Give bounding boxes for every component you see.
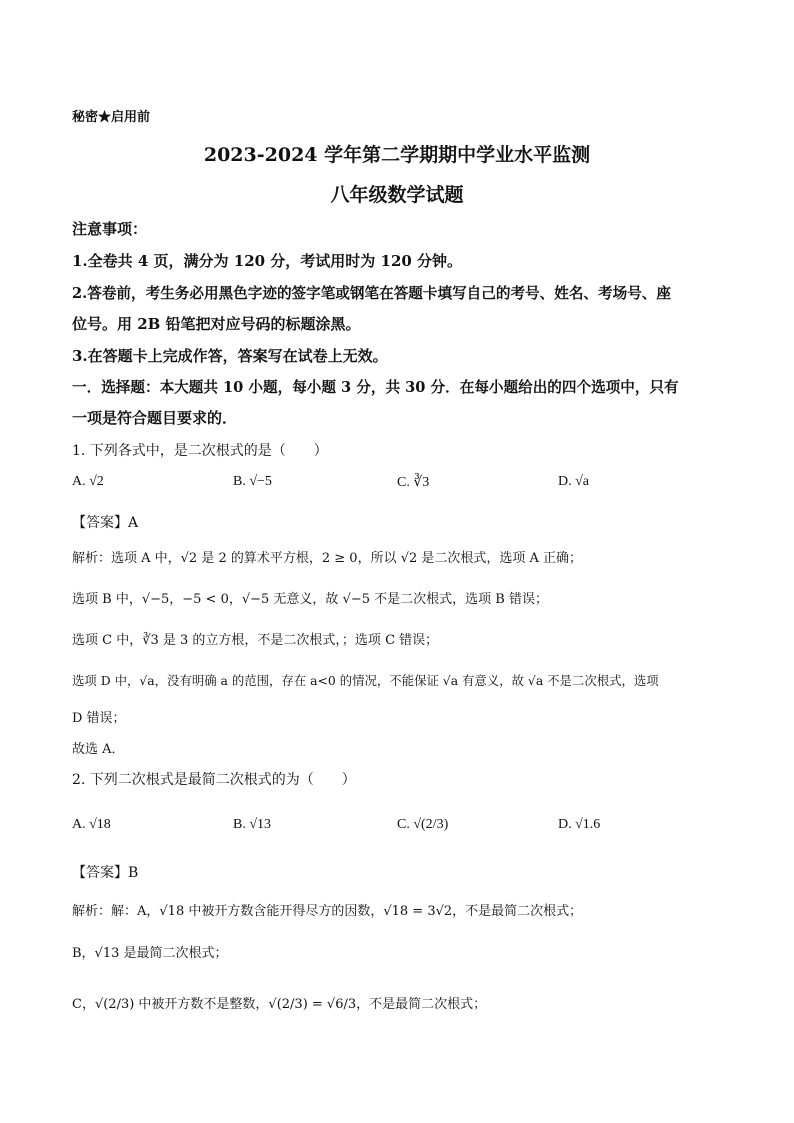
q1-explanation-1: 解析：选项 A 中，√2 是 2 的算术平方根，2 ≥ 0，所以 √2 是二次根式，选项 A 正确； xyxy=(72,551,583,566)
section1-instructions-line2: 一项是符合题目要求的． xyxy=(72,409,238,427)
note-item-1: 1.全卷共 4 页，满分为 120 分，考试用时为 120 分钟。 xyxy=(72,252,463,270)
q2-explanation-3: C，√(2/3) 中被开方数不是整数，√(2/3) = √6/3，不是最简二次根式； xyxy=(72,997,487,1012)
exam-title: 2023-2024 学年第二学期期中学业水平监测 xyxy=(203,144,591,166)
notes-heading: 注意事项： xyxy=(72,220,148,238)
confidential-label: 秘密★启用前 xyxy=(72,110,151,125)
q1-option-b: B. √−5 xyxy=(233,474,272,489)
q2-explanation-1: 解析：解：A，√18 中被开方数含能开得尽方的因数，√18 = 3√2，不是最简二次根式； xyxy=(72,904,583,919)
q1-stem: 1. 下列各式中，是二次根式的是（ ） xyxy=(72,443,328,459)
q2-option-a: A. √18 xyxy=(72,817,111,832)
q2-stem: 2. 下列二次根式是最简二次根式的为（ ） xyxy=(72,772,356,788)
exam-subtitle: 八年级数学试题 xyxy=(330,184,464,206)
q1-option-a: A. √2 xyxy=(72,474,104,489)
note-item-2-line1: 2.答卷前，考生务必用黑色字迹的签字笔或钢笔在答题卡填写自己的考号、姓名、考场号、座 xyxy=(72,285,671,302)
q1-explanation-5: 故选 A． xyxy=(72,742,125,757)
q2-explanation-2: B，√13 是最简二次根式； xyxy=(72,946,228,961)
note-item-3: 3.在答题卡上完成作答，答案写在试卷上无效。 xyxy=(72,347,388,365)
q1-explanation-4b: D 错误； xyxy=(72,711,126,726)
q1-option-c: C. ∛3 xyxy=(397,475,430,490)
q2-option-d: D. √1.6 xyxy=(558,817,601,832)
q1-answer: 【答案】A xyxy=(72,515,139,531)
note-item-2-line2: 位号。用 2B 铅笔把对应号码的标题涂黑。 xyxy=(72,315,361,333)
q2-option-b: B. √13 xyxy=(233,817,272,832)
q1-explanation-2: 选项 B 中，√−5，−5 < 0，√−5 无意义，故 √−5 不是二次根式，选项 B 错误； xyxy=(72,592,548,607)
q1-explanation-3: 选项 C 中，∛3 是 3 的立方根，不是二次根式，；选项 C 错误； xyxy=(72,633,439,648)
q1-explanation-4a: 选项 D 中，√a，没有明确 a 的范围，存在 a<0 的情况，不能保证 √a 有意义，故 √a 不是二次根式，选项 xyxy=(72,673,659,688)
q2-answer: 【答案】B xyxy=(72,865,139,881)
q2-option-c: C. √(2/3) xyxy=(397,817,449,832)
q1-option-d: D. √a xyxy=(558,474,590,489)
section1-instructions-line1: 一．选择题：本大题共 10 小题，每小题 3 分，共 30 分．在每小题给出的四个选项中，只有 xyxy=(72,379,679,396)
